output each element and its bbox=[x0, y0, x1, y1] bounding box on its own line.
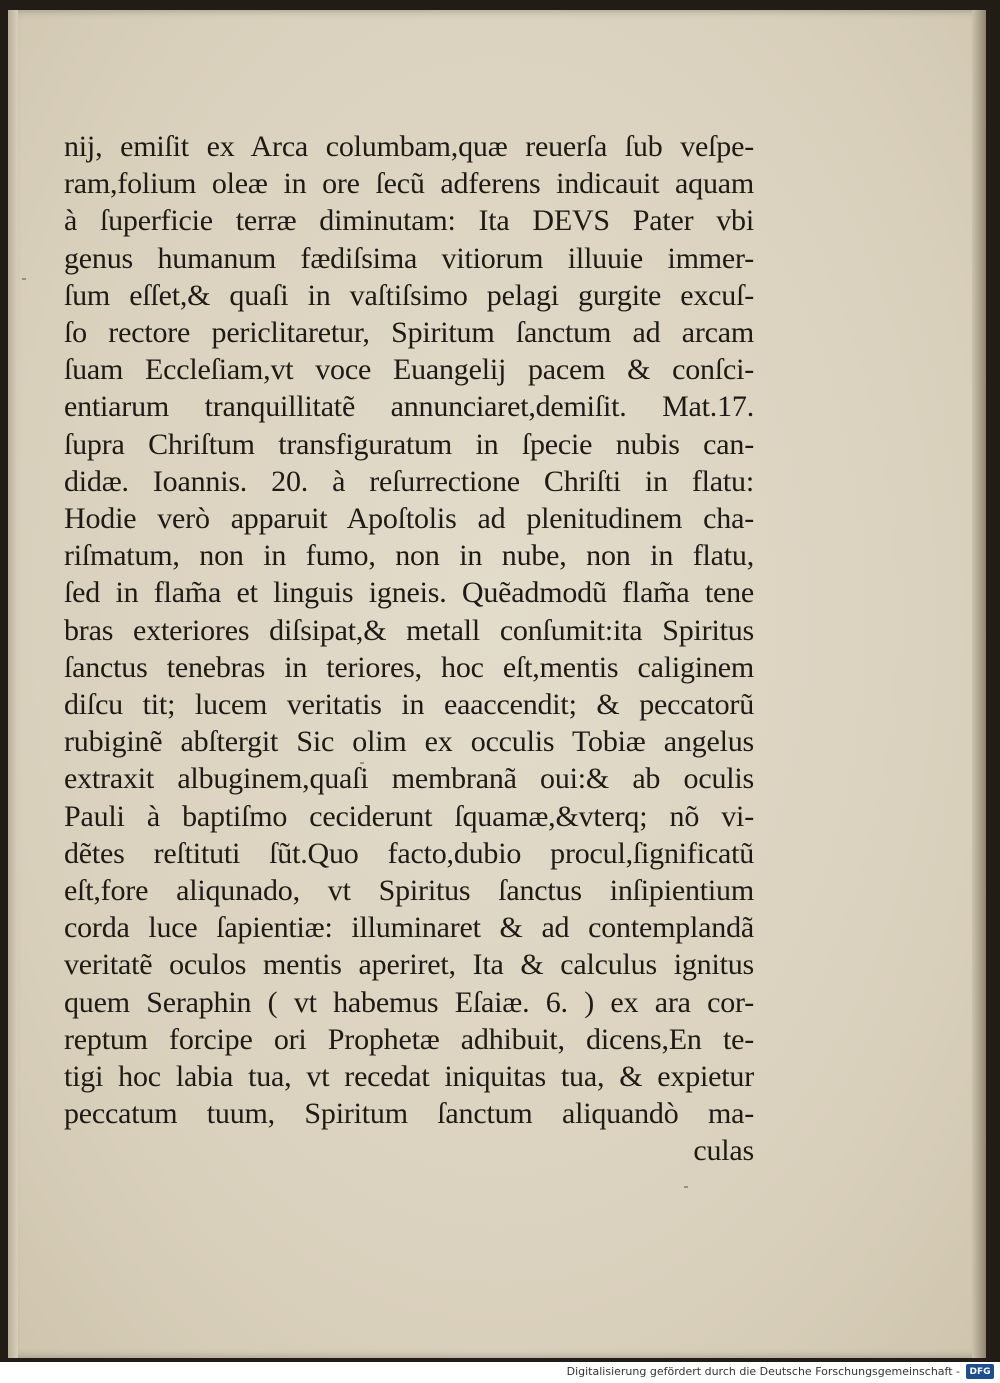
text-line: dẽtes reſtituti ſũt.Quo facto,dubio procul,ſignificatũ bbox=[64, 836, 754, 870]
text-line: Hodie verò apparuit Apoſtolis ad plenitudinem cha- bbox=[64, 502, 754, 536]
text-line: ſupra Chriſtum transfiguratum in ſpecie nubis can- bbox=[64, 427, 754, 461]
text-line: ſanctus tenebras in teriores, hoc eſt,mentis caliginem bbox=[64, 650, 754, 684]
text-line: eſt,fore aliqunado, vt Spiritus ſanctus inſipientium bbox=[64, 874, 754, 908]
page-edge-left bbox=[8, 10, 18, 1358]
funding-credit: Digitalisierung gefördert durch die Deutsche Forschungsgemeinschaft - bbox=[566, 1365, 960, 1378]
text-line: corda luce ſapientiæ: illuminaret & ad contemplandã bbox=[64, 911, 754, 945]
text-line: Pauli à baptiſmo ceciderunt ſquamæ,&vterq; nõ vi- bbox=[64, 799, 754, 833]
text-line: bras exteriores diſsipat,& metall conſumit:ita Spiritus bbox=[64, 613, 754, 647]
book-page bbox=[8, 10, 986, 1358]
paper-speck bbox=[684, 1186, 688, 1188]
text-line: ſuam Eccleſiam,vt voce Euangelij pacem & conſci- bbox=[64, 353, 754, 387]
text-line: entiarum tranquillitatẽ annunciaret,demiſit. Mat.17. bbox=[64, 390, 754, 424]
text-line: genus humanum fædiſsima vitiorum illuuie immer- bbox=[64, 241, 754, 275]
text-line: ſo rectore periclitaretur, Spiritum ſanctum ad arcam bbox=[64, 316, 754, 350]
text-line: nij, emiſit ex Arca columbam,quæ reuerſa ſub veſpe- bbox=[64, 130, 754, 163]
text-line: riſmatum, non in fumo, non in nube, non in flatu, bbox=[64, 539, 754, 573]
text-line: tigi hoc labia tua, vt recedat iniquitas tua, & expietur bbox=[64, 1060, 754, 1094]
text-line: peccatum tuum, Spiritum ſanctum aliquandò ma- bbox=[64, 1097, 754, 1131]
catchword: culas bbox=[693, 1134, 754, 1168]
paper-speck bbox=[22, 278, 26, 280]
text-line: ſed in flam̃a et linguis igneis. Quẽadmodũ flam̃a tene bbox=[64, 576, 754, 610]
text-line: quem Seraphin ( vt habemus Eſaiæ. 6. ) ex ara cor- bbox=[64, 985, 754, 1019]
body-text bbox=[64, 128, 754, 1170]
text-line: rubiginẽ abſtergit Sic olim ex occulis Tobiæ angelus bbox=[64, 725, 754, 759]
text-line: reptum forcipe ori Prophetæ adhibuit, dicens,En te- bbox=[64, 1022, 754, 1056]
text-line: à ſuperficie terræ diminutam: Ita DEVS Pater vbi bbox=[64, 204, 754, 238]
text-line: ram,folium oleæ in ore ſecũ adferens indicauit aquam bbox=[64, 167, 754, 201]
text-line: veritatẽ oculos mentis aperiret, Ita & calculus ignitus bbox=[64, 948, 754, 982]
text-line: diſcu tit; lucem veritatis in eaaccendit; & peccatorũ bbox=[64, 688, 754, 722]
footer-bar bbox=[0, 1362, 1000, 1383]
text-line: extraxit albuginem,quaſi membranã oui:& ab oculis bbox=[64, 762, 754, 796]
text-line: didæ. Ioannis. 20. à reſurrectione Chriſti in flatu: bbox=[64, 464, 754, 498]
dfg-logo-icon: DFG bbox=[966, 1364, 994, 1379]
page-edge-right bbox=[972, 10, 986, 1358]
text-line: ſum eſſet,& quaſi in vaſtiſsimo pelagi gurgite excuſ- bbox=[64, 278, 754, 312]
